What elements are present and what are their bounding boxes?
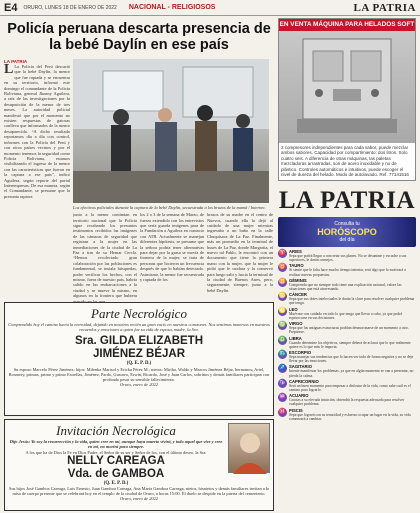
zodiac-sign-name: ACUARIO [289, 393, 309, 399]
horoscope-item [278, 249, 416, 262]
horoscope-item [278, 393, 416, 406]
necrology-title: Parte Necrológico [91, 306, 187, 321]
zodiac-sign-name: ESCORPIO [289, 349, 312, 355]
header-brand: LA PATRIA [353, 1, 416, 14]
zodiac-sign-text: Sepa que podrá llegar a concretar sus planes. No se desanime y escuche a sus superiores, le darán consejos. [289, 254, 407, 263]
zodiac-sign-name: LEO [289, 306, 298, 312]
necrology-intro: Comprendido hoy el camino hacia la eternidad, dejando en nosotros recién un gran vacío en nuestros corazones. Nos sentimos inmersos en nuestros recuerdos y emociones a quien fue su vida de esposa, madre, la Sra. [8, 322, 270, 333]
right-column [278, 18, 416, 422]
la-patria-logo: LA PATRIA [278, 187, 416, 215]
horoscope-item [278, 350, 416, 363]
article-column-2: junto a la menor continúan en territorio nacional que la Policía sigue recabando los presuntos testimonios recibidos las imágenes de las cámaras de seguridad que registran a la mujer en las inmediaciones de la ciudad de La Paz a tras de su Hemar Cercla. “Hemos recolectado gran colaboración por las poblaciones es fundamental, se instala búsquedas, poder verificar los hechos, con el mismo, fuera de nuestro país, habría salido en las embarcaciones a la ciudad y se mueve la mismo, en algunos en la frontera que hubiera [73, 212, 137, 299]
zodiac-sign-name: VIRGO [289, 321, 303, 327]
zodiac-sign-name: SAGITARIO [289, 364, 312, 370]
invitation-quote: Dijo Jesús: Yo soy la resurrección y la vida, quien cree en mí, aunque haya muerto vivirá, y todo aquel que vive y cree en mí, no morirá para siempre. [9, 439, 223, 450]
ad-photo [279, 31, 415, 143]
invitation-name-line2: Vda. de GAMBOA [67, 467, 165, 480]
page-number: E4 [4, 1, 18, 14]
horoscope-banner [278, 217, 416, 247]
zodiac-sign-icon: ♊ [278, 278, 287, 285]
deceased-name-line2: JIMÉNEZ BÉJAR [92, 347, 186, 360]
zodiac-sign-name: LIBRA [289, 335, 302, 341]
zodiac-sign-icon: ♍ [278, 322, 287, 329]
zodiac-sign-name: TAURO [289, 263, 304, 269]
horoscope-line-3: del día [339, 237, 355, 244]
portrait-icon [229, 424, 271, 474]
article-headline: Policía peruana descarta presencia de la bebé Daylín en ese país [7, 21, 271, 53]
horoscope-line-1: Consulta tu [334, 221, 360, 228]
article-column-1-text: La Policía del Perú descartó que la bebé Daylín, la menor que fue raptada y se encuentra en su territorio, informó este domingo el comandante de la Policía Boliviana, general Jhonny Aguilera, a raíz de las investigaciones por la desaparición de la menor de tres meses. La autoridad policial manifestó que por el momento no existen respuestas de gatosas conlleva que informados de la menor desaparecida. “A dicho resultado reportamos día a día con control, informes con la Policía del Perú y con otros países vecinos y por el momento tenemos la seguridad como Policía Boliviana, estamos visibilizando el ingreso de la menor con las características que fueron en la captura a ese país”, indicó Aguilera, según reporte del portal Interempresas. De esa manera, según el Comandante, se presume que la presunta raptora [4, 64, 70, 199]
invitation-place: Oruro, enero de 2022 [120, 496, 158, 502]
zodiac-sign-text: Si siente que le falta hace mucho tiempo intentar, será algo que lo motivará a realizar nuevas propuestas. [289, 268, 406, 277]
horoscope-item [278, 379, 416, 392]
zodiac-sign-icon: ♓ [278, 408, 287, 415]
zodiac-sign-name: CAPRICORNIO [289, 378, 319, 384]
edition-date: ORURO, LUNES 18 DE ENERO DE 2022 [23, 4, 117, 11]
necrology-notice [4, 302, 274, 416]
rip-label: (Q. E. P. D.) [126, 360, 152, 366]
zodiac-sign-icon: ♈ [278, 250, 287, 257]
main-article [4, 18, 274, 326]
necrology-place: Oruro, enero de 2022 [120, 382, 158, 388]
zodiac-sign-icon: ♐ [278, 365, 287, 372]
drop-cap: L [4, 64, 14, 77]
photo-caption: Los efectivos policiales durante la captura de la bebé Daylín, secuestrada a los brazos de la mamá / Internet. [73, 205, 266, 210]
zodiac-sign-name: ARIES [289, 249, 302, 255]
zodiac-sign-icon: ♌ [278, 307, 287, 314]
zodiac-sign-name: PISCIS [289, 407, 303, 413]
zodiac-sign-icon: ♑ [278, 379, 287, 386]
article-column-3: los 2 o 3 de la semana de Marzo, de fuerzo extendido con los entrevistos que sería guarda imágenes para de la Fundación a Aguilera en contacto con ATB. Actualmente se manejan diferentes hipótesis, se presume que la señora podría tener alternativas para dejar por la grasa se movía de frontera de la mujer, se trata de personas que hicieron un frecuencia después de que lo habían detectado. Asimismo, la menor fue secuestrada y raptada de los [140, 212, 204, 283]
zodiac-sign-text: Sepa que las antiguas estructuras podrían desmoronarse de un momento a otro. Prepárese. [289, 326, 409, 335]
police-scene-icon [73, 59, 269, 203]
zodiac-sign-name: GÉMINIS [289, 277, 307, 283]
invitation-title: Invitación Necrológica [56, 423, 176, 438]
horoscope-item [278, 263, 416, 276]
invitation-intro: A los que ha de Dios la Fe en Dios Padre, el Señor de su ser y Señor de los, con el último deseo, la Sra. [25, 449, 207, 455]
ad-description: 2 compresores independientes para cada sabor, puede mezclar ambos sabores. Capacidad por compartimiento: dos litros. Solo cuatro seis. A diferencia de otras máquinas, las paletas mezcladoras arrastradas, son de acero inoxidable y no de plástico. Controles automáticos e intuitivos, puede escoger el nivel de dureza del helado. Modo de autolavado. Ref. 77141516 [281, 144, 409, 178]
deceased-name-line1: Sra. GILDA ELIZABETH [75, 334, 203, 347]
invitation-name-line1: NELLY CAREAGA [67, 454, 165, 467]
zodiac-sign-text: Sepa que logrará con su tenacidad y esfuerzo ocupar un lugar en la vida, su vida comenzará a cambiar. [289, 412, 411, 421]
horoscope-item [278, 321, 416, 334]
zodiac-sign-icon: ♏ [278, 350, 287, 357]
article-column-1 [4, 64, 70, 326]
ice-cream-machine-ad [278, 18, 416, 181]
invitation-body: Sus hijos José Gamboa Careaga, Luis Ernesto, Juan Gamboa Careaga, Ana María Gamboa Careaga, nietos, bisnietos y demás familiares invitan a la misa de cuerpo presente que se celebrará hoy en el templo de la ciudad de Oruro, a horas 15:00. El duelo se despide en la puerta del cementerio. [9, 485, 269, 497]
zodiac-sign-icon: ♒ [278, 394, 287, 401]
ice-cream-machine-icon [279, 31, 415, 143]
necrology-invitation [4, 419, 274, 511]
article-photo [73, 59, 269, 203]
zodiac-sign-text: Sepa manejar sus tendencias que lo hacen ver todo de forma negativa y no se deje llevar por las emociones. [289, 354, 414, 364]
necrology-body: Su esposo Marcelo Pérez Jiménez; hijos: Milenka Marisol y Ericka Pérez M.; nietos: Mirtha, Waldo y Marcos Jiménez Béjar, hermanos; Ariel, Rosmery, primas, primo y primo Estrellas, Jiménez, Pardo, Gustavo, Erwin, Ricardo, José y Juan Carlos, sobrinos y demás familiares participan con profundo pesar su sensible fallecimiento. [8, 366, 270, 383]
zodiac-sign-icon: ♎ [278, 336, 287, 343]
horoscope-item [278, 278, 416, 291]
section-name: NACIONAL - RELIGIOSOS [128, 4, 216, 11]
page-header [0, 0, 420, 16]
article-kicker: LA PATRIA [4, 59, 28, 64]
zodiac-sign-text: Cuando determine los objetivos, siempre deberá de aclarar que lo que realmente quiere es lo que más le importa. [289, 340, 411, 349]
horoscope-line-2: HORÓSCOPO [317, 227, 377, 238]
horoscope-item [278, 292, 416, 305]
horoscope-item [278, 307, 416, 320]
zodiac-sign-text: Sepa que sus dotes intelectuales le darán la clave para resolver cualquier problema que tenga. [289, 297, 415, 306]
horoscope-item [278, 336, 416, 349]
horoscope-item [278, 408, 416, 421]
zodiac-sign-icon: ♋ [278, 293, 287, 300]
horoscope-list [278, 249, 416, 421]
zodiac-sign-text: Será un buen momento para empezar a disfrutar de la vida, como sabe cuál es el camino para lograrlo. [289, 383, 411, 392]
zodiac-sign-icon: ♉ [278, 264, 287, 271]
zodiac-sign-text: Muévase con cuidado en todo lo que tenga que llevar a cabo, ya que podrá equivocarse en sus decisiones. [289, 311, 403, 320]
zodiac-sign-text: Comprenda que no siempre todo tiene una explicación racional, valore las situaciones que está atravesando. [289, 282, 402, 292]
ad-title: EN VENTA MÁQUINA PARA HELADOS SOFT [279, 19, 415, 31]
invitation-rip-label: (Q. E. P. D.) [103, 480, 129, 486]
zodiac-sign-name: CÁNCER [289, 292, 307, 298]
horoscope-item [278, 364, 416, 377]
deceased-portrait [228, 423, 270, 473]
zodiac-sign-text: Gracias a su elevada intuición, obtendrá la respuesta adecuada para resolver cualquier problema. [289, 398, 405, 407]
article-column-4: brazos de su madre en el centro de Nuevos, cuando ella la dejó al cuidado de una mujer mientras ingresaba a un baño en la calle Chuquisaca de La Paz. Finalmente, más un promedio en la terminal de buses de La Paz, donde Margarita, el nuevo tal Pablo, le encontró con un documento que tiene la primera mano con la mujer, que la mujer le pidió que le cuidara y la conservó para luego salir y hacia la terminal de la ciudad de Buenos Aires, pero, seguramente, siempre, junto a la bebé Daylín. [207, 212, 273, 293]
zodiac-sign-text: Intente manifestar los problemas, ya que en algún momento se van a presentar, no pierda la calma. [289, 369, 414, 378]
